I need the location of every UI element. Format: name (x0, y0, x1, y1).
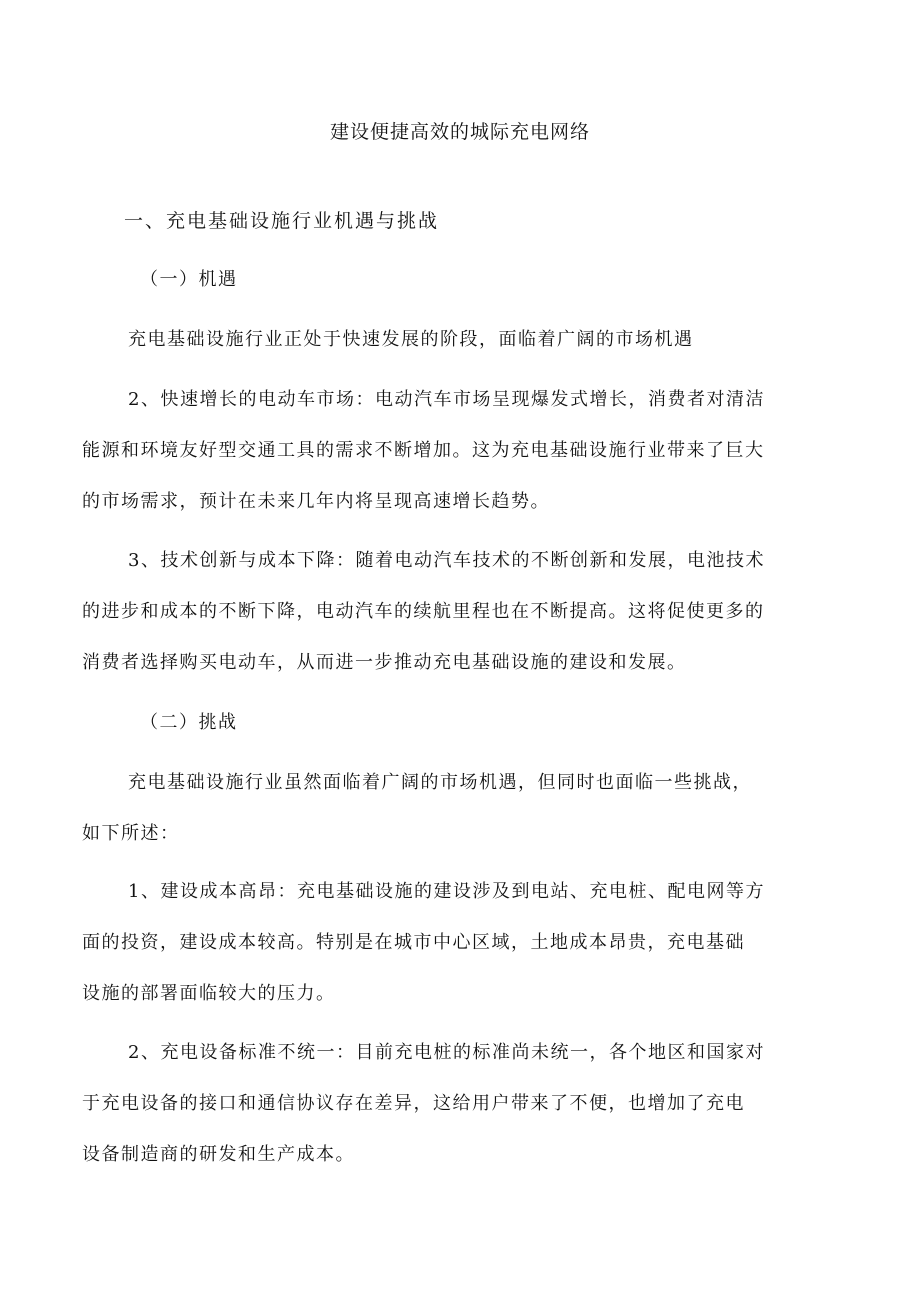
paragraph-line: 2、快速增长的电动车市场：电动汽车市场呈现爆发式增长，消费者对清洁 (128, 389, 765, 410)
paragraph-high-construction-cost (82, 866, 842, 1019)
paragraph-line: 充电基础设施行业虽然面临着广阔的市场机遇，但同时也面临一些挑战， (128, 772, 752, 793)
paragraph-line: 3、技术创新与成本下降：随着电动汽车技术的不断创新和发展，电池技术 (128, 550, 765, 571)
paragraph-line: 的进步和成本的不断下降，电动汽车的续航里程也在不断提高。这将促使更多的 (82, 601, 765, 622)
paragraph-line: 2、充电设备标准不统一：目前充电桩的标准尚未统一，各个地区和国家对 (128, 1042, 765, 1063)
paragraph-inconsistent-standards (82, 1027, 842, 1180)
paragraph-line: 面的投资，建设成本较高。特别是在城市中心区域，土地成本昂贵，充电基础 (82, 932, 745, 953)
opportunities-intro-paragraph: 充电基础设施行业正处于快速发展的阶段，面临着广阔的市场机遇 (128, 329, 694, 350)
challenges-intro-paragraph (82, 757, 842, 859)
paragraph-line: 的市场需求，预计在未来几年内将呈现高速增长趋势。 (82, 491, 550, 512)
paragraph-line: 于充电设备的接口和通信协议存在差异，这给用户带来了不便，也增加了充电 (82, 1093, 745, 1114)
document-title: 建设便捷高效的城际充电网络 (329, 121, 590, 143)
paragraph-line: 能源和环境友好型交通工具的需求不断增加。这为充电基础设施行业带来了巨大 (82, 440, 765, 461)
paragraph-line: 消费者选择购买电动车，从而进一步推动充电基础设施的建设和发展。 (82, 652, 687, 673)
subsection-heading-opportunities: （一）机遇 (140, 269, 238, 290)
paragraph-line: 设施的部署面临较大的压力。 (82, 983, 336, 1004)
paragraph-line: 设备制造商的研发和生产成本。 (82, 1144, 355, 1165)
paragraph-ev-market-growth (82, 374, 842, 527)
paragraph-line: 1、建设成本高昂：充电基础设施的建设涉及到电站、充电桩、配电网等方 (128, 881, 765, 902)
paragraph-line: 如下所述： (82, 823, 180, 844)
section-heading-1: 一、充电基础设施行业机遇与挑战 (124, 210, 440, 232)
subsection-heading-challenges: （二）挑战 (140, 712, 238, 733)
paragraph-tech-innovation (82, 535, 842, 688)
